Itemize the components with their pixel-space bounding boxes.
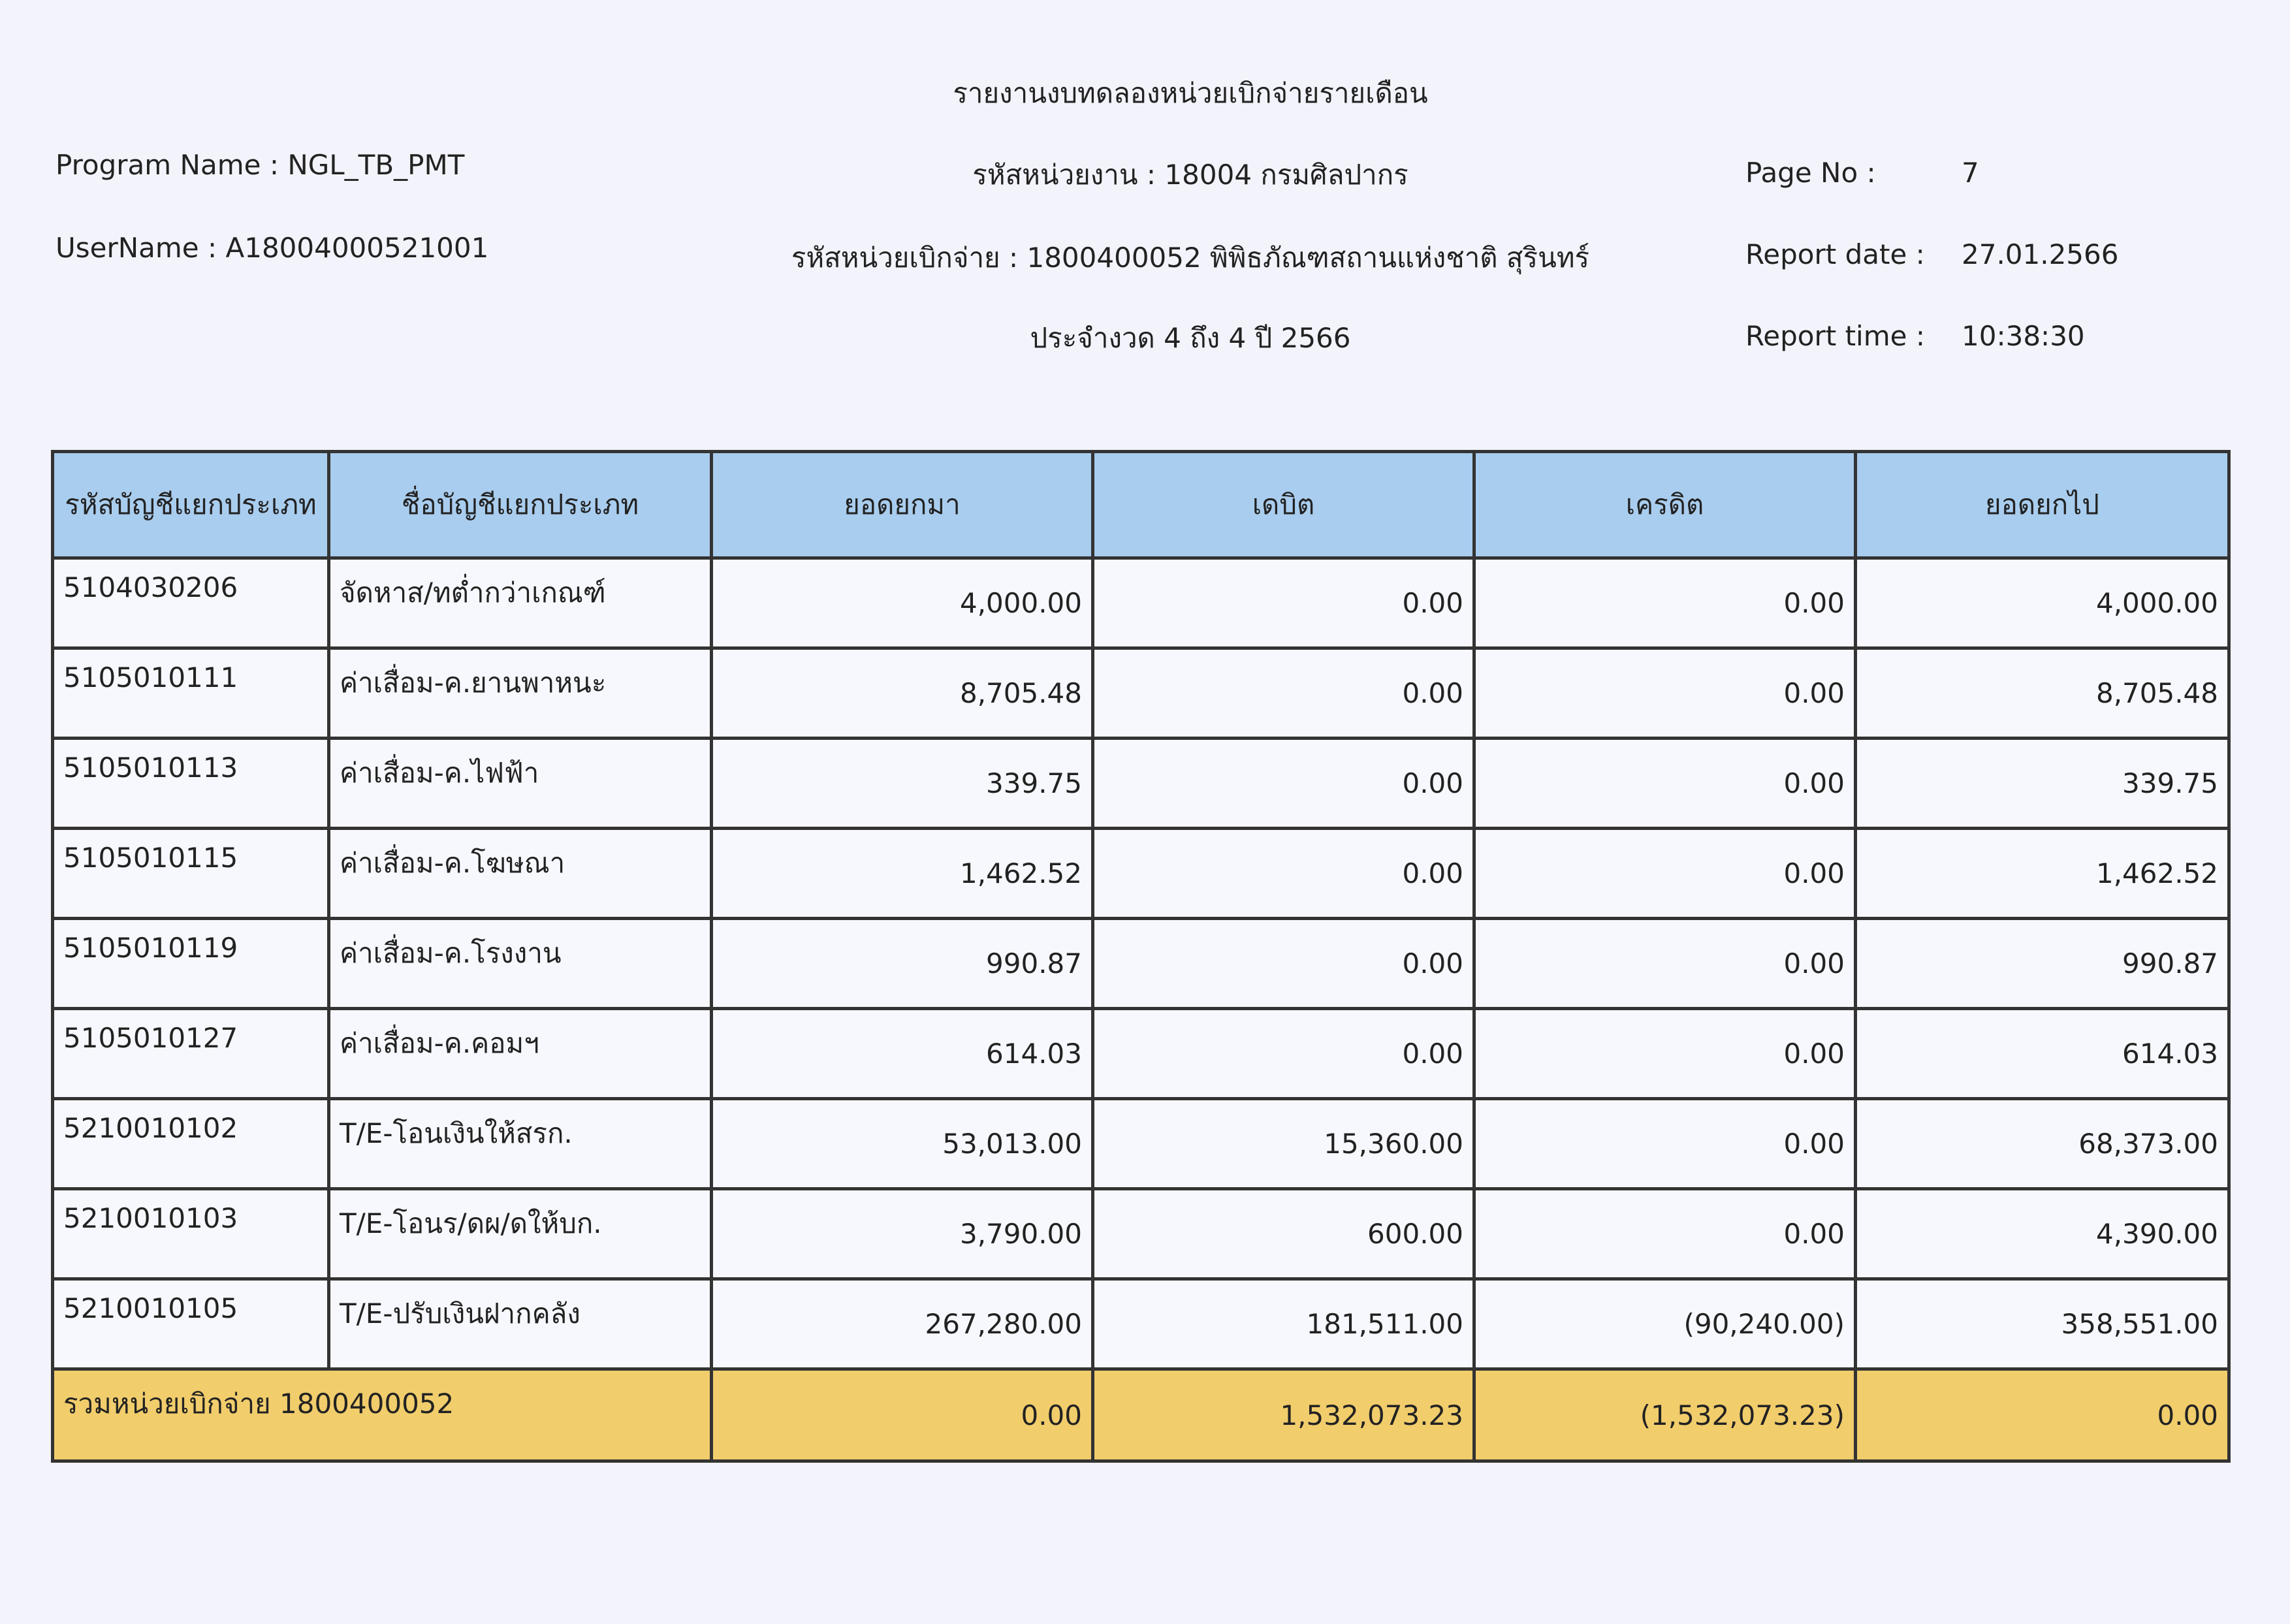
account-name: ค่าเสื่อม-ค.ไฟฟ้า xyxy=(329,739,712,829)
account-name: ค่าเสื่อม-ค.คอมฯ xyxy=(329,1009,712,1099)
debit: 0.00 xyxy=(1093,739,1474,829)
report-date: 27.01.2566 xyxy=(1962,238,2119,270)
credit: 0.00 xyxy=(1474,1099,1856,1189)
account-name: ค่าเสื่อม-ค.โฆษณา xyxy=(329,829,712,919)
total-value: 0.00 xyxy=(712,1369,1093,1461)
account-code: 5210010102 xyxy=(53,1099,329,1189)
carried-forward: 614.03 xyxy=(1856,1009,2229,1099)
username: UserName : A18004000521001 xyxy=(56,232,489,264)
account-name: T/E-โอนร/ดผ/ดให้บก. xyxy=(329,1189,712,1279)
column-header: เครดิต xyxy=(1474,452,1856,558)
debit: 0.00 xyxy=(1093,1009,1474,1099)
period: ประจำงวด 4 ถึง 4 ปี 2566 xyxy=(1030,322,1351,354)
debit: 181,511.00 xyxy=(1093,1279,1474,1369)
account-code: 5105010127 xyxy=(53,1009,329,1099)
account-name: T/E-ปรับเงินฝากคลัง xyxy=(329,1279,712,1369)
brought-forward: 8,705.48 xyxy=(712,648,1093,739)
credit: 0.00 xyxy=(1474,648,1856,739)
total-row xyxy=(53,1369,2229,1461)
table-row xyxy=(53,1189,2229,1279)
program-name: Program Name : NGL_TB_PMT xyxy=(56,149,465,181)
account-name: จัดหาส/ทต่ำกว่าเกณฑ์ xyxy=(329,558,712,648)
table-row xyxy=(53,1009,2229,1099)
page-no: 7 xyxy=(1962,157,1979,189)
debit: 0.00 xyxy=(1093,829,1474,919)
report-title: รายงานงบทดลองหน่วยเบิกจ่ายรายเดือน xyxy=(953,77,1428,109)
debit: 15,360.00 xyxy=(1093,1099,1474,1189)
account-code: 5210010105 xyxy=(53,1279,329,1369)
total-value: 0.00 xyxy=(1856,1369,2229,1461)
column-header: เดบิต xyxy=(1093,452,1474,558)
carried-forward: 990.87 xyxy=(1856,919,2229,1009)
column-header: ยอดยกมา xyxy=(712,452,1093,558)
carried-forward: 339.75 xyxy=(1856,739,2229,829)
account-code: 5105010115 xyxy=(53,829,329,919)
brought-forward: 614.03 xyxy=(712,1009,1093,1099)
credit: 0.00 xyxy=(1474,829,1856,919)
total-value: (1,532,073.23) xyxy=(1474,1369,1856,1461)
total-label: รวมหน่วยเบิกจ่าย 1800400052 xyxy=(53,1369,712,1461)
report-time: 10:38:30 xyxy=(1962,320,2085,352)
debit: 0.00 xyxy=(1093,919,1474,1009)
brought-forward: 4,000.00 xyxy=(712,558,1093,648)
account-code: 5105010113 xyxy=(53,739,329,829)
credit: 0.00 xyxy=(1474,1189,1856,1279)
table-row xyxy=(53,648,2229,739)
carried-forward: 68,373.00 xyxy=(1856,1099,2229,1189)
brought-forward: 339.75 xyxy=(712,739,1093,829)
table-row xyxy=(53,739,2229,829)
table-row xyxy=(53,919,2229,1009)
credit: 0.00 xyxy=(1474,919,1856,1009)
report-time-label: Report time : xyxy=(1745,320,1925,352)
brought-forward: 3,790.00 xyxy=(712,1189,1093,1279)
carried-forward: 8,705.48 xyxy=(1856,648,2229,739)
debit: 0.00 xyxy=(1093,558,1474,648)
carried-forward: 4,000.00 xyxy=(1856,558,2229,648)
account-code: 5210010103 xyxy=(53,1189,329,1279)
page-no-label: Page No : xyxy=(1745,157,1876,189)
debit: 600.00 xyxy=(1093,1189,1474,1279)
brought-forward: 53,013.00 xyxy=(712,1099,1093,1189)
total-value: 1,532,073.23 xyxy=(1093,1369,1474,1461)
debit: 0.00 xyxy=(1093,648,1474,739)
account-code: 5105010111 xyxy=(53,648,329,739)
report-date-label: Report date : xyxy=(1745,238,1925,270)
brought-forward: 267,280.00 xyxy=(712,1279,1093,1369)
agency-code: รหัสหน่วยงาน : 18004 กรมศิลปากร xyxy=(972,159,1408,191)
account-code: 5105010119 xyxy=(53,919,329,1009)
account-name: ค่าเสื่อม-ค.ยานพาหนะ xyxy=(329,648,712,739)
credit: 0.00 xyxy=(1474,558,1856,648)
carried-forward: 4,390.00 xyxy=(1856,1189,2229,1279)
brought-forward: 1,462.52 xyxy=(712,829,1093,919)
column-header: ยอดยกไป xyxy=(1856,452,2229,558)
table-row xyxy=(53,1279,2229,1369)
column-header: ชื่อบัญชีแยกประเภท xyxy=(329,452,712,558)
account-code: 5104030206 xyxy=(53,558,329,648)
trial-balance-table xyxy=(51,450,2231,1463)
carried-forward: 358,551.00 xyxy=(1856,1279,2229,1369)
credit: (90,240.00) xyxy=(1474,1279,1856,1369)
table-row xyxy=(53,558,2229,648)
table-row xyxy=(53,1099,2229,1189)
credit: 0.00 xyxy=(1474,739,1856,829)
column-header: รหัสบัญชีแยกประเภท xyxy=(53,452,329,558)
brought-forward: 990.87 xyxy=(712,919,1093,1009)
disbursing-unit-code: รหัสหน่วยเบิกจ่าย : 1800400052 พิพิธภัณฑสถานแห่งชาติ สุรินทร์ xyxy=(791,242,1590,274)
carried-forward: 1,462.52 xyxy=(1856,829,2229,919)
account-name: ค่าเสื่อม-ค.โรงงาน xyxy=(329,919,712,1009)
table-row xyxy=(53,829,2229,919)
account-name: T/E-โอนเงินให้สรก. xyxy=(329,1099,712,1189)
credit: 0.00 xyxy=(1474,1009,1856,1099)
table-header-row xyxy=(53,452,2229,558)
